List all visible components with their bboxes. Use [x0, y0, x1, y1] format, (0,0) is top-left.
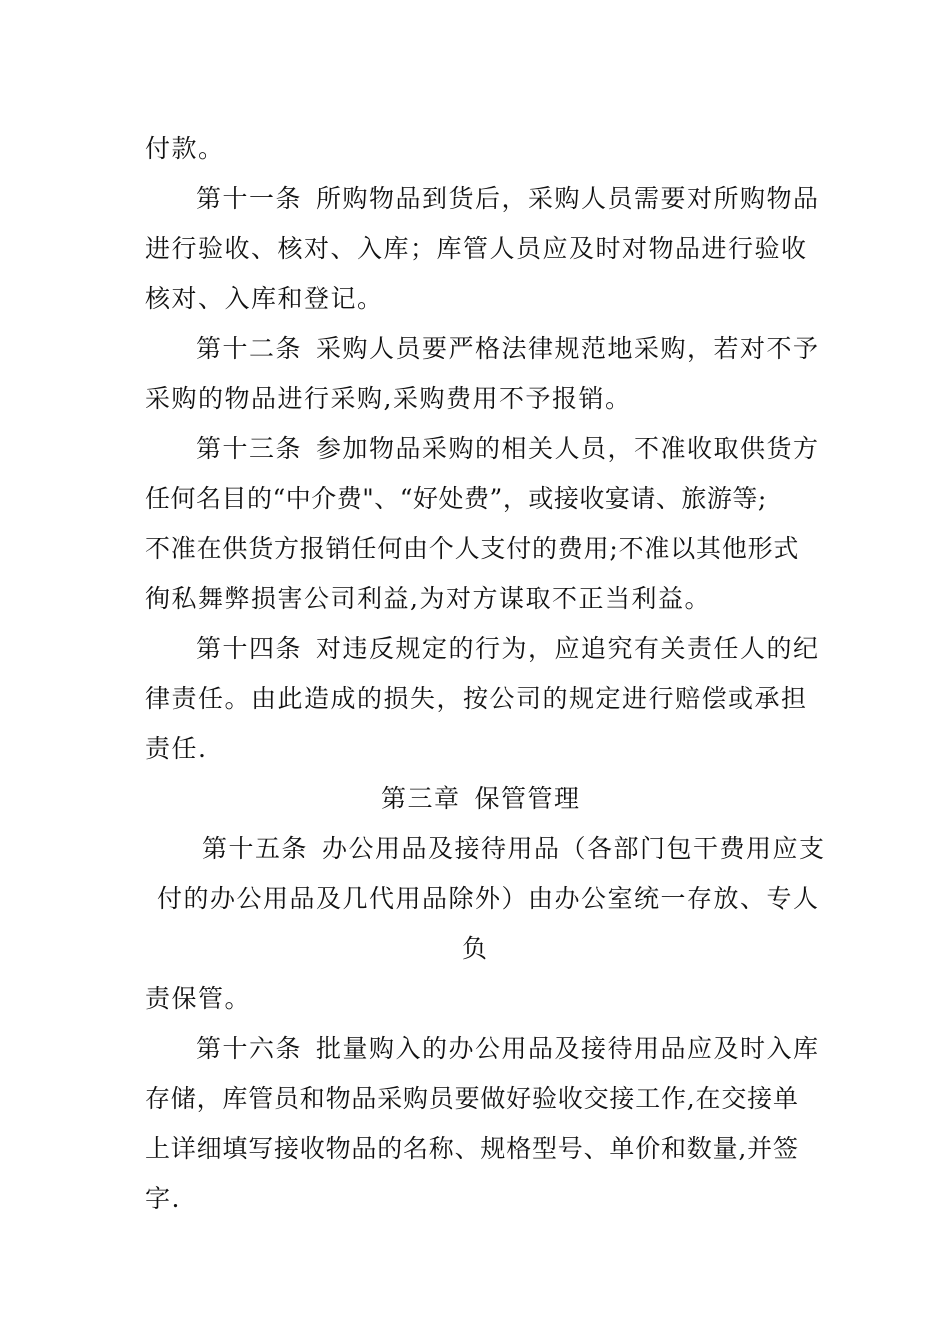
line-text: 徇私舞弊损害公司利益,为对方谋取不正当利益。	[145, 584, 711, 613]
text-line	[145, 284, 384, 314]
text-line	[462, 934, 489, 964]
line-text: 存储，库管员和物品采购员要做好验收交接工作,在交接单	[145, 1084, 799, 1113]
line-text: 字.	[145, 1184, 181, 1213]
article-number: 第十二条	[196, 334, 303, 363]
line-text: 核对、入库和登记。	[145, 284, 384, 313]
article-12-heading-line	[196, 334, 820, 364]
text-line	[145, 484, 767, 514]
text-line	[145, 1184, 181, 1214]
article-13-heading-line	[196, 434, 820, 464]
line-text: 进行验收、核对、入库；库管人员应及时对物品进行验收	[145, 234, 808, 263]
line-text: 责保管。	[145, 984, 252, 1013]
line-text: 参加物品采购的相关人员，不准收取供货方	[316, 434, 820, 463]
line-text: 批量购入的办公用品及接待用品应及时入库	[316, 1034, 820, 1063]
chapter-title: 保管管理	[474, 784, 581, 813]
article-number: 第十三条	[196, 434, 303, 463]
line-text: 上详细填写接收物品的名称、规格型号、单价和数量,并签	[145, 1134, 799, 1163]
text-line	[145, 234, 808, 264]
line-text: 付款。	[145, 134, 225, 163]
line-text: 不准在供货方报销任何由个人支付的费用;不准以其他形式	[145, 534, 800, 563]
text-line	[145, 984, 251, 1014]
article-number: 第十一条	[196, 184, 303, 213]
article-11-heading-line	[196, 184, 820, 214]
line-text: 任何名目的“中介费"、“好处费”，或接收宴请、旅游等;	[145, 484, 767, 513]
line-text: 律责任。由此造成的损失，按公司的规定进行赔偿或承担	[145, 684, 808, 713]
text-line	[145, 534, 799, 564]
text-line	[145, 134, 225, 164]
article-15-heading-line	[202, 834, 826, 864]
text-line	[157, 884, 820, 914]
article-14-heading-line	[196, 634, 820, 664]
chapter-number: 第三章	[381, 784, 461, 813]
line-text: 付的办公用品及几代用品除外）由办公室统一存放、专人	[157, 884, 820, 913]
article-16-heading-line	[196, 1034, 820, 1064]
text-line	[145, 1084, 799, 1114]
chapter-heading	[381, 784, 581, 814]
line-text: 采购的物品进行采购,采购费用不予报销。	[145, 384, 632, 413]
line-text: 所购物品到货后，采购人员需要对所购物品	[316, 184, 820, 213]
line-text: 采购人员要严格法律规范地采购，若对不予	[316, 334, 820, 363]
line-text: 负	[462, 934, 489, 963]
text-line	[145, 734, 207, 764]
article-number: 第十六条	[196, 1034, 303, 1063]
article-number: 第十四条	[196, 634, 303, 663]
article-number: 第十五条	[202, 834, 309, 863]
text-line	[145, 1134, 799, 1164]
text-line	[145, 384, 631, 414]
text-line	[145, 684, 808, 714]
line-text: 办公用品及接待用品（各部门包干费用应支	[322, 834, 826, 863]
line-text: 对违反规定的行为，应追究有关责任人的纪	[316, 634, 820, 663]
text-line	[145, 584, 711, 614]
line-text: 责任.	[145, 734, 208, 763]
